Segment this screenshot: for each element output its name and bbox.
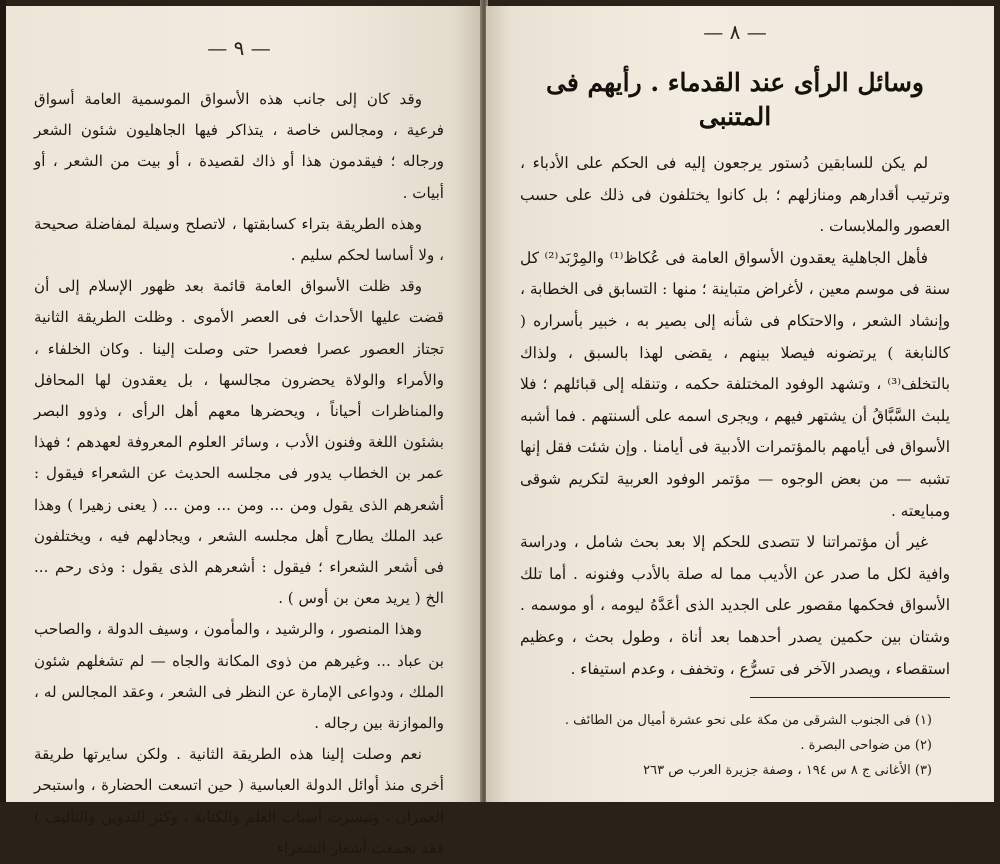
left-page xyxy=(6,6,482,857)
paragraph: وقد كان إلى جانب هذه الأسواق الموسمية العامة أسواق فرعية ، ومجالس خاصة ، يتذاكر فيها الجاهليون شئون الشعر ورجاله ؛ فيقدمون هذا أو ذاك لقصيدة ، أو بيت من الشعر ، أو أبيات . xyxy=(34,90,444,202)
right-page-body xyxy=(520,148,950,685)
paragraph: وهذا المنصور ، والرشيد ، والمأمون ، وسيف الدولة ، والصاحب بن عباد ... وغيرهم من ذوى المكانة والجاه — لم تشغلهم شئون الملك ، ودواعى الإمارة عن النظر فى الشعر ، وعقد المجالس له ، والموازنة بين رجاله . xyxy=(34,620,444,733)
footnote: (٣) الأغانى ج ٨ س ١٩٤ ، وصفة جزيرة العرب ص ٢٦٣ xyxy=(643,763,932,779)
right-page xyxy=(486,6,994,802)
page-number-left: — ٩ — xyxy=(207,36,271,60)
footnotes xyxy=(520,708,950,783)
paragraph: وهذه الطريقة بتراء كسابقتها ، لاتصلح وسيلة لمفاضلة صحيحة ، ولا أساسا لحكم سليم . xyxy=(34,214,444,265)
chapter-title: وسائل الرأى عند القدماء . رأيهم فى المتنبى xyxy=(546,68,924,131)
footnote-divider xyxy=(750,697,950,698)
page-number-right: — ٨ — xyxy=(703,20,767,44)
paragraph: نعم وصلت إلينا هذه الطريقة الثانية . ولكن سايرتها طريقة أخرى منذ أوائل الدولة العباسية ( حين اتسعت الحضارة ، واستبحر العمران ، وتيسرت أسباب العلم والكتابة ، وكثر التدوين والتأليف ) فقد تجمعت أشعار الشعراء xyxy=(34,745,444,857)
footnote: (١) فى الجنوب الشرقى من مكة على نحو عشرة أميال من الطائف . xyxy=(564,713,932,729)
paragraph: وقد ظلت الأسواق العامة قائمة بعد ظهور الإسلام إلى أن قضت عليها الأحداث فى العصر الأموى . وظلت الطريقة الثانية تجتاز العصور عصرا فعصرا حتى وصلت إلينا . وكان الخلفاء ، والأمراء والولاة يحضرون مجالسها ، بل يعقدون لها المحافل والمناظرات أحياناً ، ويحضرها معهم أهل الرأى ، وذوو البصر بشئون اللغة وفنون الأدب ، وسائر العلوم المعروفة لعهدهم ؛ فهذا عمر بن الخطاب يدور فى مجلسه الحديث عن الشعراء فيقول : أشعرهم الذى يقول ومن ... ومن ... ومن ... ( يعنى زهيرا ) وهذا عبد الملك يطارح أهل مجلسه الشعر ، ويجادلهم فيه ، ويختلفون فى أشعر الشعراء ؛ فيقول : أشعرهم الذى يقول : وذى رحم ... الخ ( يريد معن بن أوس ) . xyxy=(34,277,444,608)
paragraph: فأهل الجاهلية يعقدون الأسواق العامة فى عُكاظ⁽¹⁾ والمِرْبَد⁽²⁾ كل سنة فى موسم معين ، لأغراض متباينة ؛ منها : التسابق فى الخطابة ، وإنشاد الشعر ، والاحتكام فى شأنه إلى بصير به ، خبير بأسراره ( كالنابغة ) يرتضونه فيصلا بينهم ، يقضى لهذا بالسبق ، ولذاك بالتخلف⁽³⁾ ، وتشهد الوفود المختلفة حكمه ، وتنقله إلى قبائلهم ؛ فلا يلبث السَّبَّاقُ أن يشتهر فيهم ، ويجرى اسمه على ألسنتهم . فما أشبه الأسواق فى أيامهم بالمؤتمرات الأدبية فى أيامنا . وإن شئت فقل إنها تشبه — من بعض الوجوه — مؤتمر الوفود العربية لتكريم شوقى ومبايعته . xyxy=(520,248,950,520)
left-page-body xyxy=(34,84,444,864)
paragraph: غير أن مؤتمراتنا لا تتصدى للحكم إلا بعد بحث شامل ، ودراسة وافية لكل ما صدر عن الأديب مما له صلة بالأدب وفنونه . أما تلك الأسواق فحكمها مقصور على الجديد الذى أعَدَّهُ ليومه ، أو موسمه . وشتان بين حكمين يصدر أحدهما بعد أناة ، وطول بحث ، وعظيم استقصاء ، ويصدر الآخر فى تسرُّع ، وتخفف ، وعدم استيفاء . xyxy=(520,533,950,678)
footnote: (٢) من ضواحى البصرة . xyxy=(800,738,932,754)
paragraph: لم يكن للسابقين دُستور يرجعون إليه فى الحكم على الأدباء ، وترتيب أقدارهم ومنازلهم ؛ بل كانوا يختلفون فى ذلك على حسب العصور والملابسات . xyxy=(520,154,950,236)
